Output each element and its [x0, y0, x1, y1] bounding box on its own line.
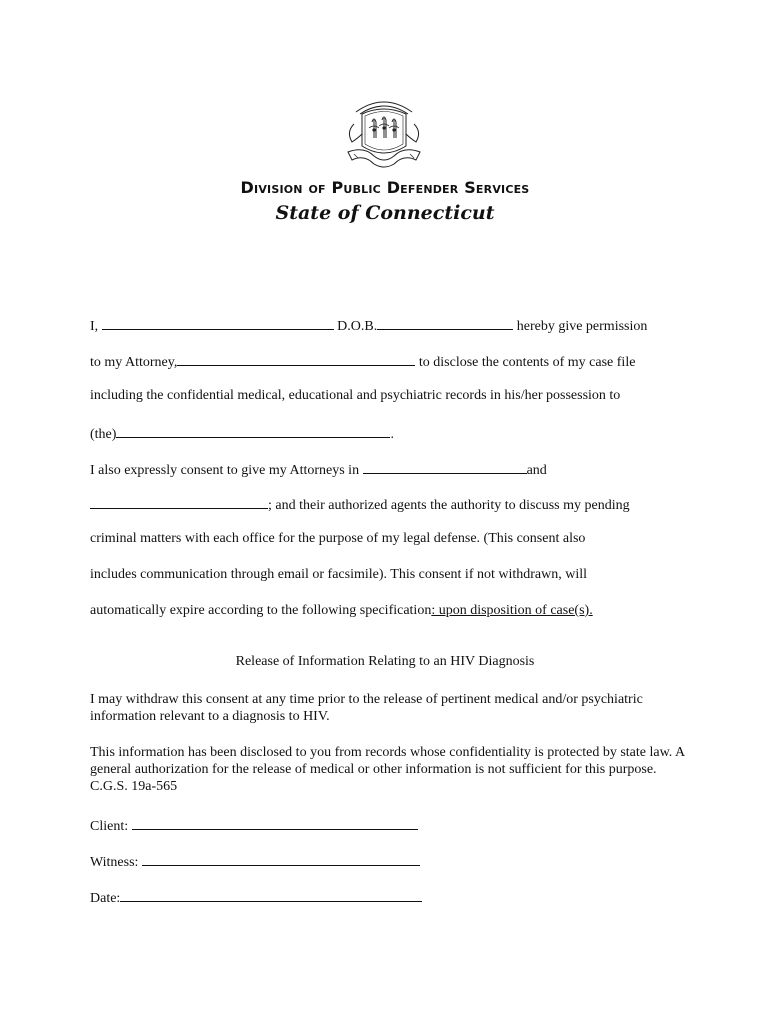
witness-signature-field[interactable] [142, 851, 420, 866]
consent-text: ; and their authorized agents the authority to discuss my pending [268, 498, 630, 513]
consent-text: to disclose the contents of my case file [418, 355, 636, 370]
witness-label: Witness: [90, 855, 139, 870]
date-field[interactable] [120, 887, 422, 902]
date-label: Date: [90, 891, 121, 906]
attorney-name-field[interactable] [177, 351, 415, 366]
dob-field[interactable] [377, 315, 513, 330]
consent-text: to my Attorney, [90, 355, 178, 370]
consent-line-2 [90, 351, 635, 372]
consent-line-9 [90, 602, 593, 620]
consent-line-7: criminal matters with each office for the purpose of my legal defense. (This consent also [90, 531, 586, 546]
date-line [90, 887, 422, 908]
consent-text: D.O.B. [337, 319, 378, 334]
consent-text: I, [90, 319, 99, 334]
office-field-2[interactable] [90, 494, 268, 509]
state-title: State of Connecticut [275, 202, 495, 224]
office-field-1[interactable] [363, 459, 527, 474]
client-signature-line [90, 815, 418, 836]
consent-line-4 [90, 423, 394, 444]
hiv-section-heading: Release of Information Relating to an HIV Diagnosis [235, 654, 535, 669]
hiv-paragraph-1: I may withdraw this consent at any time prior to the release of pertinent medical and/or psychiatric information relevant to a diagnosis to HIV. [90, 692, 643, 724]
consent-text: automatically expire according to the following specification [90, 603, 432, 618]
hiv-paragraph-2: This information has been disclosed to you from records whose confidentiality is protected by state law. A general authorization for the release of medical or other information is not sufficient for this purpose. C.G.S. 19a-565 [90, 745, 685, 794]
consent-line-8: includes communication through email or facsimile). This consent if not withdrawn, will [90, 567, 588, 582]
consent-text: and [526, 463, 547, 478]
witness-signature-line [90, 851, 420, 872]
expiration-specification: : upon disposition of case(s). [431, 603, 593, 618]
consent-line-3: including the confidential medical, educational and psychiatric records in his/her possession to [90, 388, 621, 403]
recipient-field[interactable] [116, 423, 390, 438]
organization-title: Division of Public Defender Services [240, 178, 530, 197]
consent-text: I also expressly consent to give my Attorneys in [90, 463, 360, 478]
consent-text: hereby give permission [516, 319, 648, 334]
connecticut-state-seal-icon [334, 94, 434, 174]
consent-line-1 [90, 315, 647, 336]
client-signature-field[interactable] [132, 815, 418, 830]
client-name-field[interactable] [102, 315, 334, 330]
consent-text: (the) [90, 427, 117, 442]
client-label: Client: [90, 819, 129, 834]
consent-line-5 [90, 459, 547, 480]
consent-text: . [390, 427, 394, 442]
consent-line-6 [90, 494, 630, 515]
